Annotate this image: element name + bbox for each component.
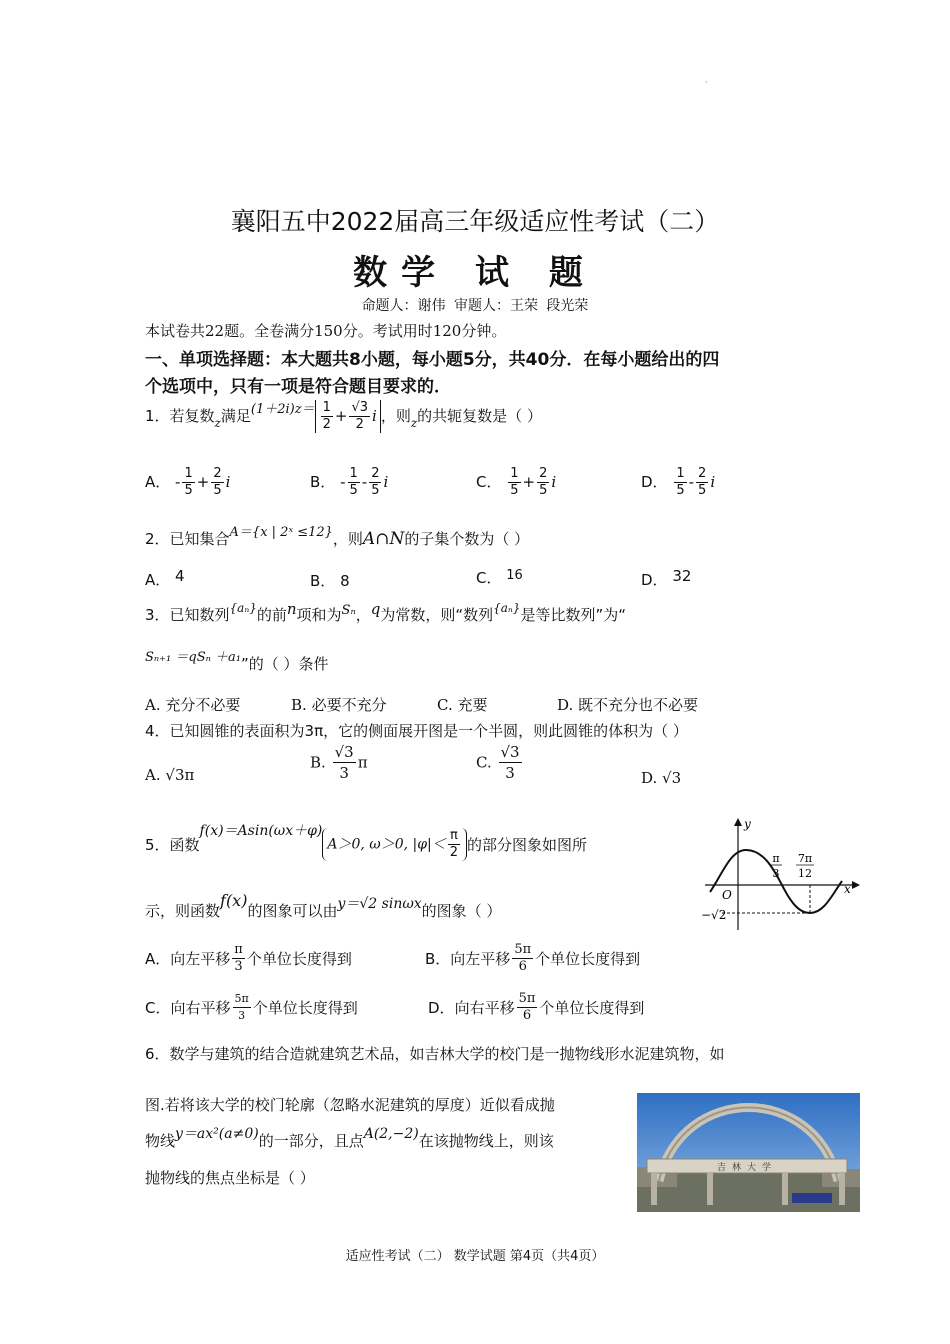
q1-abs-d2: 2 bbox=[355, 417, 364, 432]
q2-opt-d-label: D． bbox=[641, 571, 668, 589]
q2-option-b[interactable] bbox=[310, 570, 350, 591]
q1-opt-c-n2: 2 bbox=[539, 466, 548, 481]
q6-point: A(2,−2) bbox=[363, 1126, 419, 1142]
q4-opt-d-val: √3 bbox=[662, 769, 682, 787]
q1-opt-a-n2: 2 bbox=[213, 466, 222, 481]
q3-t2: 项和为 bbox=[296, 606, 342, 624]
q1-opt-b-d2: 5 bbox=[371, 483, 380, 498]
q1-opt-b-d1: 5 bbox=[349, 483, 358, 498]
bus bbox=[792, 1193, 832, 1203]
q1-opt-b-n2: 2 bbox=[371, 466, 380, 481]
q1-num: 1．若复数 bbox=[145, 407, 215, 425]
q3-opt-b-text: 必要不充分 bbox=[311, 696, 387, 714]
page-speck: · bbox=[705, 78, 708, 87]
q5-opt-d-pre: 向右平移 bbox=[454, 999, 515, 1017]
q2-opt-a-val: 4 bbox=[175, 567, 185, 585]
q5-t3: 的图象可以由 bbox=[247, 902, 338, 920]
graph-tick2-num: 7π bbox=[797, 852, 813, 865]
q1-option-a[interactable] bbox=[145, 466, 230, 499]
graph-tick1-num: π bbox=[772, 852, 780, 865]
q1-abs-n1: 1 bbox=[322, 400, 331, 415]
q3-option-c[interactable] bbox=[437, 694, 488, 715]
pillar-left bbox=[651, 1173, 657, 1205]
q1-mid: 满足 bbox=[220, 407, 251, 425]
q3-opt-d-label: D. bbox=[557, 696, 574, 714]
question-3-cont bbox=[145, 646, 329, 674]
q2-end: 的子集个数为（ ） bbox=[404, 530, 530, 548]
q5-opt-b-post: 个单位长度得到 bbox=[535, 950, 641, 968]
q4-opt-a-label: A. bbox=[145, 766, 161, 784]
q4-opt-c-label: C. bbox=[476, 753, 492, 772]
graph-tick2-den: 12 bbox=[798, 867, 812, 880]
q3-opt-b-label: B. bbox=[291, 696, 307, 714]
pillar-mid-left bbox=[707, 1173, 713, 1205]
q5-num: 5．函数 bbox=[145, 836, 200, 854]
subject-title: 数学 试 题 bbox=[353, 253, 597, 293]
q4-opt-b-d: 3 bbox=[339, 764, 349, 782]
q3-n: n bbox=[286, 600, 297, 618]
q1-opt-b-i: i bbox=[383, 473, 389, 491]
q5-opt-c-n: 5π bbox=[233, 991, 251, 1008]
q1-abs: $\frac{1}{2}$ + $\frac{√3}{2}$ i bbox=[315, 400, 381, 433]
q1-after: ，则 bbox=[380, 407, 411, 425]
question-2 bbox=[145, 521, 529, 549]
q1-abs-d1: 2 bbox=[322, 417, 331, 432]
q1-opt-c-n1: 1 bbox=[510, 466, 519, 481]
q5-opt-b-n: 5π bbox=[514, 942, 532, 957]
q2-option-a[interactable] bbox=[145, 567, 185, 590]
q2-option-c[interactable] bbox=[476, 567, 523, 588]
q5-opt-a-d: 3 bbox=[234, 959, 243, 974]
q2-num: 2．已知集合 bbox=[145, 530, 230, 548]
q5-opt-d-label: D． bbox=[428, 999, 455, 1017]
q3-opt-c-text: 充要 bbox=[457, 696, 488, 714]
q5-opt-a-label: A． bbox=[145, 950, 171, 968]
q1-opt-d-n1: 1 bbox=[676, 466, 685, 481]
q5-cond bbox=[322, 828, 467, 861]
q5-opt-d-n: 5π bbox=[518, 991, 536, 1006]
q1-opt-a-n1: 1 bbox=[184, 466, 193, 481]
q5-opt-c-pre: 向右平移 bbox=[170, 999, 231, 1017]
q2-opt-d-val: 32 bbox=[672, 567, 692, 585]
q3-q: q bbox=[370, 600, 381, 618]
exam-intro: 本试卷共22题。全卷满分150分。考试用时120分钟。 bbox=[145, 322, 507, 340]
q1-opt-d-sign2: - bbox=[688, 473, 695, 491]
q3-t3: ， bbox=[355, 606, 371, 624]
q3-option-b[interactable] bbox=[291, 694, 387, 715]
q1-opt-a-d1: 5 bbox=[184, 483, 193, 498]
question-6-line2: 图.若将该大学的校门轮廓（忽略水泥建筑的厚度）近似看成抛 bbox=[145, 1096, 555, 1114]
graph-y-label: y bbox=[744, 817, 751, 831]
q5-option-c[interactable] bbox=[145, 991, 358, 1024]
pillar-right bbox=[839, 1173, 845, 1205]
graph-x-label: x bbox=[844, 882, 851, 896]
q4-opt-b-label: B. bbox=[310, 753, 326, 772]
q6-l3c: 在该抛物线上，则该 bbox=[418, 1132, 554, 1150]
q3-opt-d-text: 既不充分也不必要 bbox=[578, 696, 699, 714]
q5-option-b[interactable] bbox=[425, 942, 640, 975]
q5-t1: 的部分图象如图所 bbox=[467, 836, 588, 854]
q3-opt-a-text: 充分不必要 bbox=[165, 696, 241, 714]
q1-opt-b-label: B． bbox=[310, 473, 336, 491]
q1-option-c[interactable] bbox=[476, 466, 556, 499]
q3-opt-a-label: A. bbox=[145, 696, 161, 714]
q1-abs-n2: √3 bbox=[351, 400, 369, 415]
q5-pi-d: 2 bbox=[449, 845, 459, 860]
q1-opt-a-i: i bbox=[225, 473, 231, 491]
question-6-line4: 抛物线的焦点坐标是（ ） bbox=[145, 1169, 315, 1187]
q1-opt-b-n1: 1 bbox=[349, 466, 358, 481]
q4-opt-c-n: √3 bbox=[500, 743, 520, 761]
q1-opt-c-d2: 5 bbox=[539, 483, 548, 498]
q3-sn: Sₙ bbox=[341, 603, 356, 618]
q5-y: y＝√2 sinωx bbox=[337, 896, 422, 912]
q6-l3a: 物线 bbox=[145, 1132, 176, 1150]
question-6-line1: 6．数学与建筑的结合造就建筑艺术品，如吉林大学的校门是一抛物线形水泥建筑物，如 bbox=[145, 1045, 725, 1063]
q5-t2: 示，则函数 bbox=[145, 902, 221, 920]
q5-opt-a-pre: 向左平移 bbox=[170, 950, 231, 968]
q1-option-d[interactable] bbox=[641, 466, 715, 499]
authors-line: 命题人：谢伟 审题人：王荣 段光荣 bbox=[361, 298, 589, 314]
q1-option-b[interactable] bbox=[310, 466, 388, 499]
q5-opt-b-label: B． bbox=[425, 950, 451, 968]
q1-opt-c-label: C． bbox=[476, 473, 502, 491]
q1-opt-b-sign2: - bbox=[361, 473, 368, 491]
q2-cap: A∩N bbox=[362, 529, 405, 549]
graph-ymin-label: −√2 bbox=[701, 908, 727, 922]
q3-formula: Sₙ₊₁ ＝qSₙ ＋a₁ bbox=[145, 650, 241, 665]
q4-option-c[interactable] bbox=[476, 742, 524, 783]
q1-opt-a-label: A． bbox=[145, 473, 171, 491]
q4-opt-b-suffix: π bbox=[357, 753, 368, 772]
q4-opt-d-label: D. bbox=[641, 769, 658, 787]
y-axis-arrow bbox=[734, 818, 742, 826]
q5-option-d[interactable] bbox=[428, 991, 644, 1024]
q5-opt-c-label: C． bbox=[145, 999, 171, 1017]
q2-after: ，则 bbox=[332, 530, 363, 548]
question-4: 4．已知圆锥的表面积为3π，它的侧面展开图是一个半圆，则此圆锥的体积为（ ） bbox=[145, 722, 688, 740]
q5-pi-n: π bbox=[448, 828, 460, 845]
q1-opt-b-sign1: - bbox=[340, 473, 346, 491]
q6-eq: y＝ax²(a≠0) bbox=[175, 1126, 259, 1142]
q1-opt-d-i: i bbox=[710, 473, 716, 491]
gate-sign-text: 吉林大学 bbox=[716, 1163, 778, 1173]
q5-option-a[interactable] bbox=[145, 942, 352, 975]
q2-opt-a-label: A． bbox=[145, 571, 171, 589]
q2-opt-c-label: C． bbox=[476, 569, 502, 587]
q1-z: z bbox=[214, 416, 221, 430]
q3-option-d[interactable] bbox=[557, 694, 698, 715]
q5-graph bbox=[700, 815, 865, 935]
q4-opt-c-d: 3 bbox=[505, 764, 515, 782]
q5-t4: 的图象（ ） bbox=[421, 902, 502, 920]
graph-tick1-den: 3 bbox=[772, 867, 780, 880]
q3-t4: 为常数，则“数列 bbox=[380, 606, 494, 624]
q4-option-d[interactable] bbox=[641, 769, 681, 787]
q5-fx: f(x) bbox=[220, 891, 248, 910]
question-5 bbox=[145, 820, 587, 861]
q2-opt-c-val: 16 bbox=[506, 568, 523, 583]
section-heading-line1: 一、单项选择题：本大题共8小题，每小题5分，共40分．在每小题给出的四 bbox=[145, 350, 720, 370]
q1-z2: z bbox=[410, 416, 418, 430]
q1-opt-a-d2: 5 bbox=[213, 483, 222, 498]
q3-an2: {aₙ} bbox=[493, 601, 521, 615]
q4-opt-b-n: √3 bbox=[334, 743, 354, 761]
q2-opt-b-label: B． bbox=[310, 572, 336, 590]
x-axis-arrow bbox=[852, 881, 860, 889]
q6-l3b: 的一部分，且点 bbox=[258, 1132, 364, 1150]
q5-opt-c-post: 个单位长度得到 bbox=[252, 999, 358, 1017]
q4-option-a[interactable] bbox=[145, 766, 194, 784]
q1-opt-c-i: i bbox=[551, 473, 557, 491]
q5-opt-b-pre: 向左平移 bbox=[450, 950, 511, 968]
q3-t5: 是等比数列”为“ bbox=[520, 606, 626, 624]
q2-set: A＝{x | 2ˣ ≤12} bbox=[229, 525, 333, 540]
pillar-mid-right bbox=[782, 1173, 788, 1205]
question-3 bbox=[145, 600, 626, 625]
question-1 bbox=[145, 398, 542, 433]
graph-origin-label: O bbox=[722, 888, 732, 902]
q4-opt-a-val: √3π bbox=[165, 766, 195, 784]
q1-opt-d-n2: 2 bbox=[698, 466, 707, 481]
q3-t6: ”的（ ）条件 bbox=[240, 655, 329, 673]
question-5-cont bbox=[145, 891, 501, 921]
question-6-line3 bbox=[145, 1123, 554, 1151]
exam-title: 襄阳五中2022届高三年级适应性考试（二） bbox=[230, 207, 720, 236]
q3-an: {aₙ} bbox=[229, 601, 257, 615]
q5-opt-a-n: π bbox=[234, 942, 243, 957]
q1-opt-d-d1: 5 bbox=[676, 483, 685, 498]
q5-opt-d-d: 6 bbox=[522, 1008, 532, 1023]
q5-opt-a-post: 个单位长度得到 bbox=[246, 950, 352, 968]
q1-opt-a-sign2: + bbox=[196, 473, 210, 491]
q1-opt-d-label: D． bbox=[641, 473, 668, 491]
q3-num: 3．已知数列 bbox=[145, 606, 230, 624]
q5-func: f(x)＝Asin(ωx＋φ) bbox=[199, 823, 323, 839]
university-gate-photo bbox=[637, 1093, 860, 1212]
q1-eq: (1＋2i)z＝ bbox=[250, 402, 315, 417]
section-heading-line2: 个选项中，只有一项是符合题目要求的． bbox=[145, 377, 451, 397]
q5-cond-text: A＞0, ω＞0, |φ|＜ bbox=[327, 836, 446, 853]
q5-opt-b-d: 6 bbox=[518, 959, 527, 974]
q2-opt-b-val: 8 bbox=[340, 572, 350, 590]
q1-abs-i: i bbox=[372, 407, 377, 425]
q5-opt-c-d: 3 bbox=[238, 1009, 246, 1022]
q3-opt-c-label: C. bbox=[437, 696, 453, 714]
q3-option-a[interactable] bbox=[145, 694, 240, 715]
q3-t1: 的前 bbox=[256, 606, 287, 624]
q1-opt-c-d1: 5 bbox=[510, 483, 519, 498]
page-footer: 适应性考试（二） 数学试题 第4页（共4页） bbox=[345, 1249, 605, 1264]
q1-opt-d-d2: 5 bbox=[698, 483, 707, 498]
q1-opt-a-sign1: - bbox=[175, 473, 181, 491]
q2-option-d[interactable] bbox=[641, 567, 691, 590]
q1-opt-c-sign2: + bbox=[522, 473, 536, 491]
q1-end: 的共轭复数是（ ） bbox=[417, 407, 542, 425]
q4-option-b[interactable] bbox=[310, 742, 368, 783]
q5-opt-d-post: 个单位长度得到 bbox=[539, 999, 645, 1017]
